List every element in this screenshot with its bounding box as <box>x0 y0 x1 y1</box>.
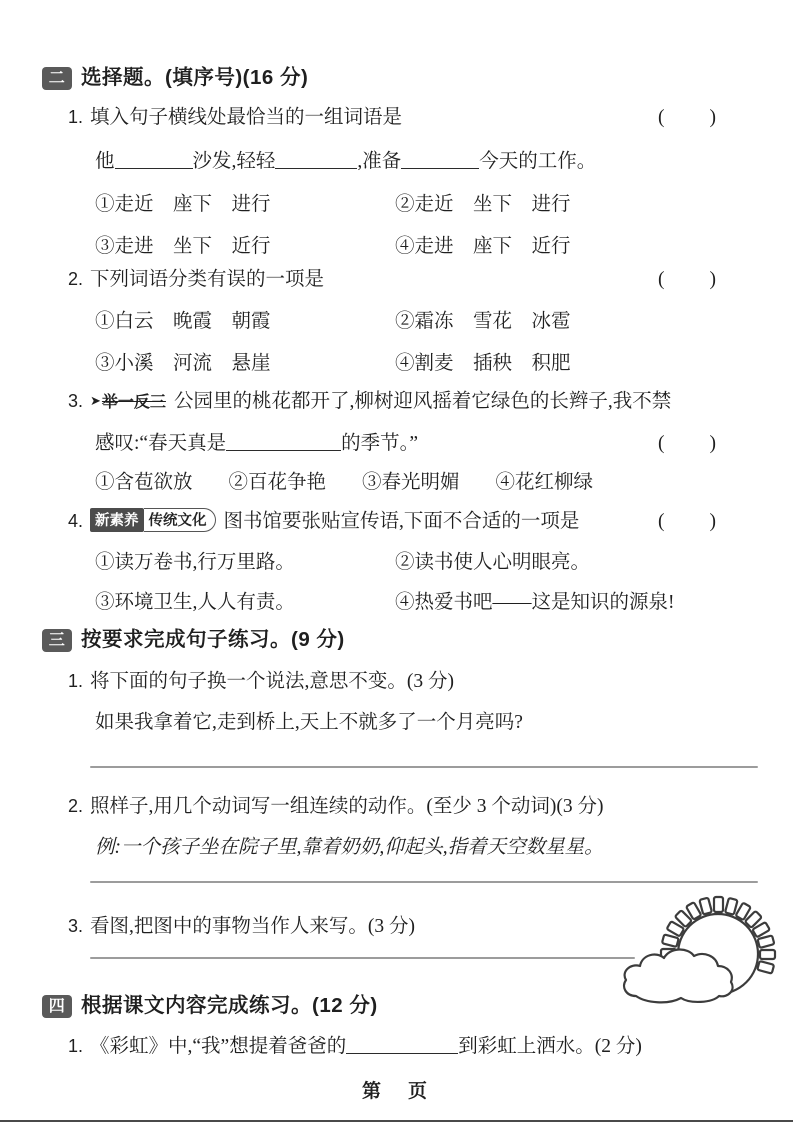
question-text: 感叹:“春天真是 <box>95 433 227 454</box>
option: ③环境卫生,人人有责。 <box>95 592 295 613</box>
option: ②霜冻 雪花 冰雹 <box>395 311 571 332</box>
s2-q4-stem <box>68 505 579 533</box>
section-four-badge: 四 <box>42 995 72 1018</box>
question-number: 1. <box>68 107 84 127</box>
question-text: 照样子,用几个动词写一组连续的动作。(至少 3 个动词)(3 分) <box>90 796 604 817</box>
question-number: 1. <box>68 1036 84 1056</box>
s2-q3-stem-line2 <box>95 427 418 455</box>
juyifansan-tag: 举一反三 <box>101 394 166 411</box>
section-two-title: 选择题。(填序号)(16 分) <box>81 66 309 89</box>
option: ②读书使人心明眼亮。 <box>395 552 591 573</box>
fill-text: 他 <box>95 151 115 172</box>
answer-line <box>90 881 758 883</box>
question-text: 《彩虹》中,“我”想提着爸爸的 <box>90 1036 347 1057</box>
answer-line <box>90 766 758 768</box>
s2-q1-answer-bracket: ( ) <box>658 107 718 128</box>
question-text: 到彩虹上洒水。(2 分) <box>458 1036 642 1057</box>
answer-line <box>90 957 635 959</box>
option: ④割麦 插秧 积肥 <box>395 353 571 374</box>
s2-q4-options-row2 <box>95 586 675 614</box>
s2-q1-options-row2 <box>95 230 571 258</box>
option: ②走近 坐下 进行 <box>395 194 571 215</box>
section-three-title: 按要求完成句子练习。(9 分) <box>81 628 345 651</box>
answer-blank <box>275 151 357 169</box>
s2-q3-options-row <box>95 466 593 494</box>
section-three-badge: 三 <box>42 629 72 652</box>
new-suyang-badge: 新素养 <box>90 508 144 532</box>
option: ①含苞欲放 <box>95 472 193 493</box>
section-three-header <box>42 622 345 652</box>
section-two-badge: 二 <box>42 67 72 90</box>
section-two-header <box>42 60 308 90</box>
s2-q2-stem <box>68 263 324 291</box>
page-footer: 第 页 <box>361 1081 431 1102</box>
s3-q2-stem <box>68 790 604 818</box>
s2-q2-answer-bracket: ( ) <box>658 269 718 290</box>
s2-q4-options-row1 <box>95 546 590 574</box>
sun-cloud-illustration <box>618 892 788 1018</box>
s2-q1-fill-sentence <box>95 145 596 173</box>
option: ①走近 座下 进行 <box>95 194 271 215</box>
arrow-icon: ➤ <box>90 393 101 408</box>
s2-q2-options-row1 <box>95 305 571 333</box>
s2-q1-options-row1 <box>95 188 571 216</box>
question-text: 填入句子横线处最恰当的一组词语是 <box>90 107 403 128</box>
option: ②百花争艳 <box>228 472 327 493</box>
s3-q1-stem <box>68 665 454 693</box>
question-text: 看图,把图中的事物当作人来写。(3 分) <box>90 916 416 937</box>
question-number: 3. <box>68 916 84 936</box>
option: ④热爱书吧——这是知识的源泉! <box>395 592 675 613</box>
question-text: 将下面的句子换一个说法,意思不变。(3 分) <box>90 671 455 692</box>
section-four-title: 根据课文内容完成练习。(12 分) <box>81 994 378 1017</box>
fill-text: ,准备 <box>357 151 402 172</box>
question-number: 4. <box>68 511 84 531</box>
s3-q3-stem <box>68 910 415 938</box>
option: ①白云 晚霞 朝霞 <box>95 311 271 332</box>
s4-q1-stem <box>68 1030 642 1058</box>
s3-q1-sentence: 如果我拿着它,走到桥上,天上不就多了一个月亮吗? <box>95 712 523 733</box>
option: ④花红柳绿 <box>495 472 594 493</box>
option: ③走进 坐下 近行 <box>95 236 271 257</box>
s2-q1-stem <box>68 101 402 129</box>
question-text: 的季节。” <box>341 433 418 454</box>
s2-q3-answer-bracket: ( ) <box>658 433 718 454</box>
section-four-header <box>42 988 378 1018</box>
s2-q3-stem-line1 <box>68 385 671 413</box>
question-number: 2. <box>68 269 84 289</box>
question-text: 图书馆要张贴宣传语,下面不合适的一项是 <box>223 511 580 532</box>
answer-blank <box>226 433 341 451</box>
option: ①读万卷书,行万里路。 <box>95 552 295 573</box>
option: ④走进 座下 近行 <box>395 236 571 257</box>
s2-q4-answer-bracket: ( ) <box>658 511 718 532</box>
option: ③小溪 河流 悬崖 <box>95 353 271 374</box>
s3-q2-example: 例:一个孩子坐在院子里,靠着奶奶,仰起头,指着天空数星星。 <box>95 837 604 858</box>
answer-blank <box>346 1036 458 1054</box>
answer-blank <box>115 151 193 169</box>
question-number: 3. <box>68 391 84 411</box>
question-number: 2. <box>68 796 84 816</box>
question-number: 1. <box>68 671 84 691</box>
fill-text: 沙发,轻轻 <box>192 151 276 172</box>
answer-blank <box>401 151 479 169</box>
question-text: 下列词语分类有误的一项是 <box>90 269 325 290</box>
question-text: 公园里的桃花都开了,柳树迎风摇着它绿色的长辫子,我不禁 <box>173 391 672 412</box>
fill-text: 今天的工作。 <box>479 151 597 172</box>
sun-icon <box>618 892 788 1012</box>
traditional-culture-badge: 传统文化 <box>144 508 216 532</box>
s2-q2-options-row2 <box>95 347 571 375</box>
option: ③春光明媚 <box>362 472 460 493</box>
